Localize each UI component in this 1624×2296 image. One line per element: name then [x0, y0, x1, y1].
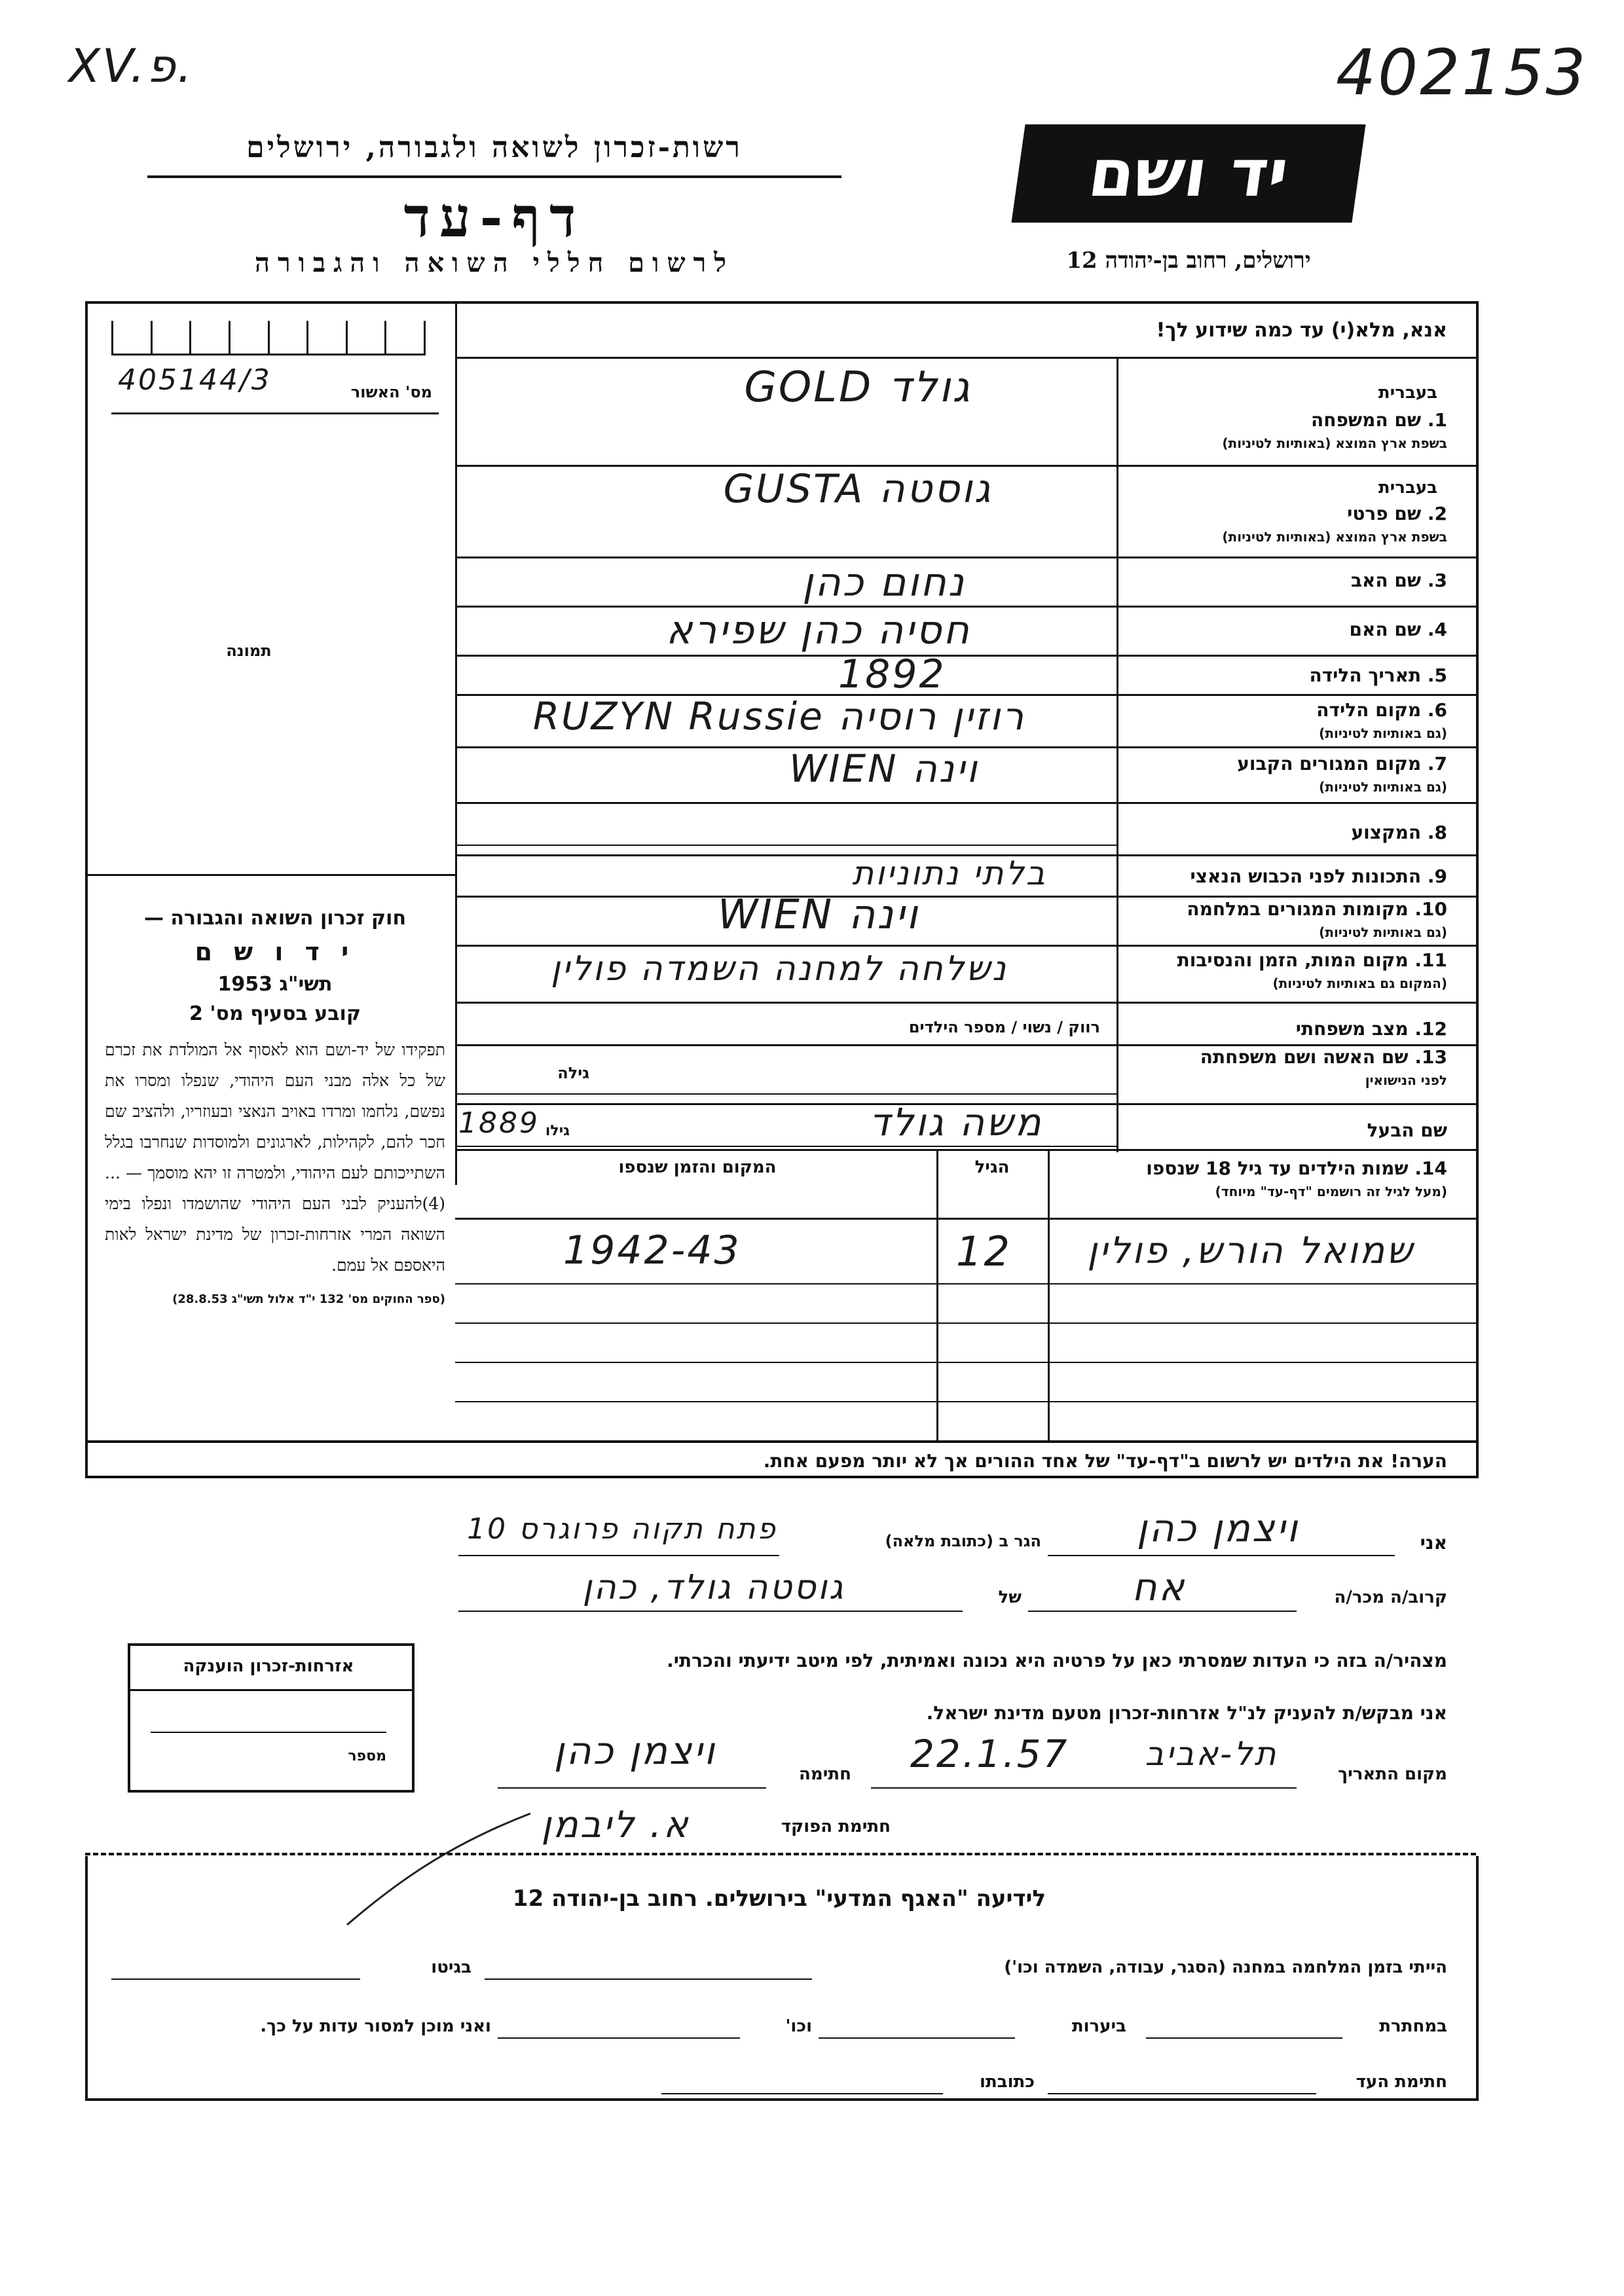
statement-text: מצהיר/ה בזה כי העדות שמסרתי כאן על פרטיה היא נכונה ואמיתית, לפי מיטב ידיעתי והכרתי. [667, 1650, 1447, 1671]
form-subtitle: לרשום חללי השואה והגבורה [254, 247, 735, 278]
wife-age-label: גילה [557, 1064, 589, 1082]
etc-label: וכו' [785, 2016, 812, 2036]
death-place-value: נשלחה למחנה השמדה פולין [551, 949, 1008, 989]
field-11-label: 11. מקום המות, הזמן והנסיבות [1177, 949, 1447, 971]
citizenship-title: אזרחות-זכרון הוענקה [183, 1656, 354, 1676]
pre-war-status-value: בלתי נתוניות [852, 854, 1047, 892]
authority-name: רשות-זכרון לשואה ולגבורה, ירושלים [246, 131, 743, 164]
request-text: אני מבקש/ת להעניק לנ"ל אזרחות-זכרון מטעם מדינת ישראל. [926, 1702, 1447, 1724]
address: ירושלים, רחוב בן-יהודה 12 [1066, 247, 1311, 274]
law-source: (ספר החוקים מס' 132 י"ד אלול תשי"ג 28.8.53) [172, 1292, 445, 1306]
husband-label: שם הבעל [1367, 1120, 1447, 1141]
field-6-sub: (גם באותיות לטיניות) [1319, 725, 1447, 741]
form-title: דף-עד [403, 185, 585, 249]
relation-value: אח [1132, 1565, 1187, 1609]
place-value: תל-אביב [1145, 1735, 1278, 1773]
signature-value: ויצמן כהן [553, 1728, 717, 1773]
declaration-ani: אני [1420, 1532, 1447, 1554]
law-name: י ד ו ש ם [194, 938, 356, 966]
field-9-label: 9. התכונות לפני הכבוש הנאצי [1190, 866, 1447, 887]
father-name-value: נחום כהן [802, 560, 966, 606]
corner-mark: XV.פ. [69, 39, 194, 93]
field-6-label: 6. מקום הלידה [1316, 699, 1447, 721]
field-11-sub: (המקום גם באותיות לטיניות) [1272, 975, 1447, 991]
surname-value: גולד GOLD [744, 363, 972, 412]
place-date-label: מקום התאריך [1338, 1764, 1447, 1784]
marital-options: רווק / נשוי / מספר הילדים [908, 1018, 1100, 1036]
law-year: תשי"ג 1953 [217, 973, 333, 996]
bottom-title: לידיעה "האגף המדעי" בירושלים. רחוב בן-יהודה 12 [512, 1886, 1046, 1912]
field-5-label: 5. תאריך הלידה [1309, 665, 1447, 686]
residence-value: וינה WIEN [789, 746, 979, 791]
field-8-label: 8. המקצוע [1351, 822, 1447, 843]
husband-name-value: משה גולד [869, 1100, 1043, 1144]
declarant-name: ויצמן כהן [1136, 1506, 1300, 1550]
husband-age-value: 1889 [458, 1106, 540, 1140]
field-3-label: 3. שם האב [1350, 570, 1447, 591]
mother-name-value: חסיה כהן שפירא [666, 608, 971, 653]
underground-label: במחתרת [1379, 2016, 1447, 2036]
field-2-sub: בשפת ארץ המוצא (באותיות לטיניות) [1222, 529, 1447, 545]
birth-place-value: רוזין רוסיה RUZYN Russie [532, 694, 1026, 738]
child-death-date: 1942-43 [563, 1228, 741, 1273]
field-14-label: 14. שמות הילדים עד גיל 18 שנספו [1146, 1157, 1447, 1179]
child-place-header: המקום והזמן שנספו [618, 1157, 777, 1177]
field-2-label: 2. שם פרטי [1347, 503, 1447, 524]
witness-address-label: כתובתו [980, 2072, 1035, 2092]
field-13-label: 13. שם האשה ושם משפחתה [1200, 1046, 1447, 1068]
approval-label: מס' האשור [350, 383, 432, 401]
note-text: הערה! את הילדים יש לרשום ב"דף-עד" של אחד ההורים אך לא יותר מפעם אחת. [763, 1450, 1447, 1472]
date-value: 22.1.57 [910, 1732, 1069, 1776]
law-text: תפקידו של יד-ושם הוא לאסוף אל המולדת את זכרם של כל אלה מבני העם היהודי, שנפלו ומסרו את נפשם, נלחמו ומרדו באויב הנאצי ובעוזריו, ולהציב שם חכר להם, לקהילות, לארגונים ולמוסדות שנחרבו בגלל השתייכותם לעם היהודי, ולמטרה זו יהא מוסמך — ...(4)להעניק לבני העם היהודי שהושמדו ונפלו בימי השואה המרי אזרחות-זכרון של מדינת ישראל לאות היאספם אל עמם. [105, 1040, 445, 1275]
field-10-label: 10. מקומות המגורים במלחמה [1187, 898, 1447, 920]
husband-age-label: גילו [545, 1123, 570, 1139]
witness-signature-label: חתימת העד [1356, 2072, 1447, 2092]
field-1-sub: בשפת ארץ המוצא (באותיות לטיניות) [1222, 435, 1447, 451]
birth-date-value: 1892 [838, 651, 946, 697]
child-age-header: הגיל [974, 1157, 1010, 1177]
field-4-label: 4. שם האם [1349, 619, 1447, 640]
approval-number: 405144/3 [118, 363, 272, 397]
in-ghetto-label: בגיטו [431, 1958, 471, 1977]
citizenship-number: מספר [348, 1748, 386, 1764]
field-14-sub: (מעל לגיל זה רושמים "דף-עד" מיוחד) [1215, 1184, 1447, 1199]
victim-name-ref: גוסטה גולד, כהן [582, 1568, 845, 1607]
testimony-offer: ואני מוכן למסור עדות על כך. [260, 2016, 491, 2036]
signature-label: חתימה [799, 1764, 851, 1784]
bottom-line1: הייתי בזמן המלחמה במחנה (הסגר, עבודה, השמדה וכו') [1004, 1958, 1447, 1977]
of-label: של [998, 1588, 1022, 1607]
address-label: הגר ב (כתובת מלאה) [885, 1532, 1041, 1550]
field-13-sub: לפני הנישואין [1365, 1072, 1447, 1088]
officer-label: חתימת הפוקד [781, 1817, 891, 1836]
field-7-label: 7. מקום המגורים הקבוע [1237, 753, 1447, 774]
child-name-value: שמואל הורש, פולין [1087, 1230, 1414, 1272]
record-number: 402153 [1336, 36, 1588, 109]
law-clause: קובע בסעיף מס' 2 [189, 1002, 361, 1025]
field-1-label: 1. שם המשפחה [1311, 409, 1447, 431]
relation-label: קרוב/ה מכר/ה [1334, 1588, 1447, 1607]
declarant-address: פתח תקוה פרוגרס 10 [467, 1512, 777, 1546]
law-title: חוק זכרון השואה והגבורה — [143, 907, 407, 930]
officer-signature: א. ליבמן [541, 1804, 690, 1846]
law-block [105, 907, 445, 1306]
field-10-sub: (גם באותיות לטיניות) [1319, 924, 1447, 940]
field-2-hebrew: בעברית [1378, 478, 1437, 498]
field-12-label: 12. מצב משפחתי [1295, 1018, 1447, 1040]
intro-text: אנא, מלא(י) עד כמה שידוע לך! [1156, 319, 1447, 342]
field-1-hebrew: בעברית [1378, 383, 1437, 403]
field-7-sub: (גם באותיות לטיניות) [1319, 779, 1447, 795]
first-name-value: גוסטה GUSTA [723, 466, 993, 512]
child-age-value: 12 [956, 1228, 1012, 1275]
war-residence-value: וינה WIEN [718, 890, 919, 938]
forests-label: ביערות [1071, 2016, 1126, 2036]
approval-boxes [111, 321, 426, 355]
photo-label: תמונה [226, 642, 272, 660]
yad-vashem-logo: יד ושם [1011, 124, 1365, 223]
